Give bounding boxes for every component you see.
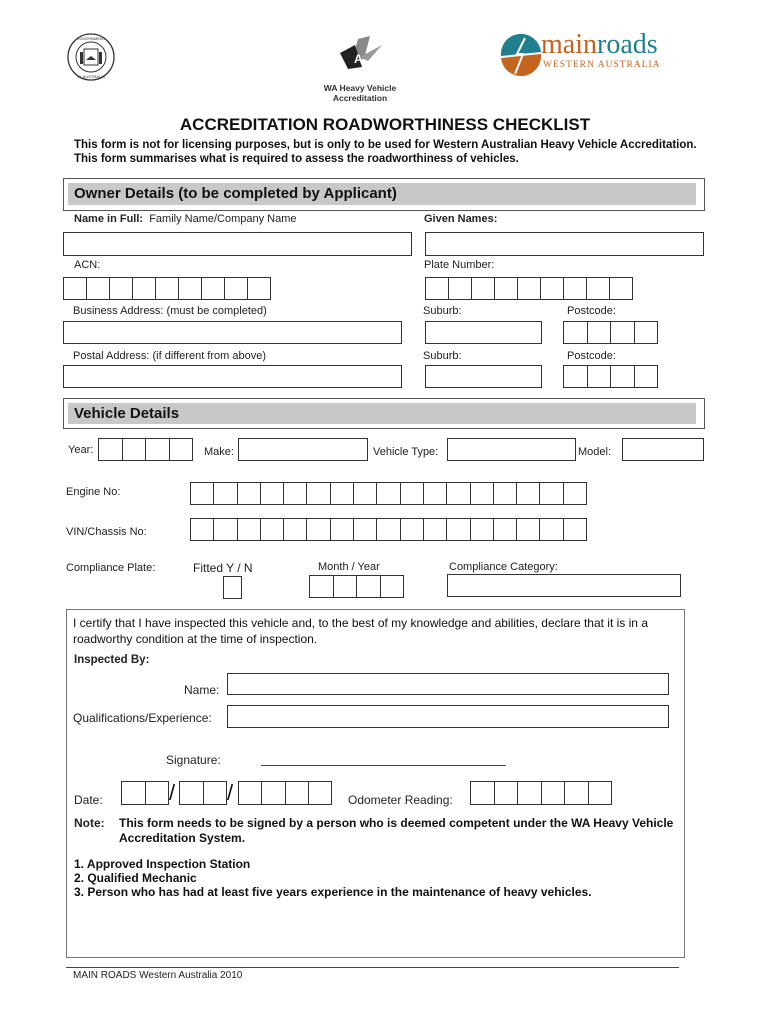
character-cell[interactable] — [611, 365, 635, 388]
compliance-category-field[interactable] — [447, 574, 681, 597]
name-in-full-label — [74, 213, 297, 225]
character-cell[interactable] — [191, 518, 214, 541]
character-cell[interactable] — [377, 518, 400, 541]
vehicle-type-field[interactable] — [447, 438, 576, 461]
fitted-label: Fitted Y / N — [193, 561, 253, 575]
footer-divider — [66, 967, 679, 968]
character-cell[interactable] — [156, 277, 179, 300]
odometer-label: Odometer Reading: — [348, 793, 453, 807]
character-cell[interactable] — [518, 781, 542, 805]
given-names-field[interactable] — [425, 232, 704, 256]
character-cell[interactable] — [133, 277, 156, 300]
wa-heavy-vehicle-logo — [310, 33, 410, 103]
postal-postcode-cells[interactable] — [563, 365, 658, 388]
footer-text: MAIN ROADS Western Australia 2010 — [73, 970, 243, 981]
name-in-full-bold: Name in Full: — [74, 213, 144, 225]
business-postcode-label: Postcode: — [567, 305, 616, 317]
engine-no-cells[interactable] — [190, 482, 587, 505]
date-separator-2: / — [227, 780, 234, 805]
character-cell[interactable] — [540, 518, 563, 541]
date-label: Date: — [74, 793, 103, 807]
character-cell[interactable] — [565, 781, 589, 805]
compliance-plate-label: Compliance Plate: — [66, 562, 156, 574]
character-cell[interactable] — [239, 781, 262, 805]
date-day-cells[interactable] — [121, 781, 169, 805]
postal-suburb-field[interactable] — [425, 365, 542, 388]
name-in-full-hint: Family Name/Company Name — [149, 213, 297, 225]
month-year-label: Month / Year — [318, 561, 380, 573]
character-cell[interactable] — [214, 518, 237, 541]
business-suburb-field[interactable] — [425, 321, 542, 344]
business-postcode-cells[interactable] — [563, 321, 658, 344]
svg-text:GOVERNMENT: GOVERNMENT — [76, 36, 106, 41]
character-cell[interactable] — [471, 518, 494, 541]
certification-statement: I certify that I have inspected this vehicle and, to the best of my knowledge and abilities, declare that it is in a roadworthy condition at the time of inspection. — [73, 616, 648, 646]
wa-heavy-vehicle-caption-1: WA Heavy Vehicle — [323, 83, 397, 93]
character-cell[interactable] — [564, 482, 587, 505]
character-cell[interactable] — [334, 575, 358, 598]
character-cell[interactable] — [589, 781, 613, 805]
character-cell[interactable] — [471, 482, 494, 505]
character-cell[interactable] — [471, 781, 495, 805]
postal-address-field[interactable] — [63, 365, 402, 388]
character-cell[interactable] — [588, 321, 612, 344]
mainroads-word-main: main — [541, 29, 597, 60]
postal-address-label: Postal Address: (if different from above) — [73, 350, 266, 362]
character-cell[interactable] — [540, 482, 563, 505]
competent-persons-list — [74, 857, 592, 899]
vehicle-section-title: Vehicle Details — [68, 403, 696, 424]
inspector-name-field[interactable] — [227, 673, 669, 695]
character-cell[interactable] — [238, 482, 261, 505]
character-cell[interactable] — [495, 781, 519, 805]
character-cell[interactable] — [64, 277, 87, 300]
wa-heavy-vehicle-caption-2: Accreditation — [332, 93, 388, 103]
character-cell[interactable] — [170, 438, 194, 461]
character-cell[interactable] — [381, 575, 405, 598]
owner-section-title: Owner Details (to be completed by Applicant) — [68, 183, 696, 205]
mainroads-word-roads: roads — [597, 29, 658, 60]
character-cell[interactable] — [262, 781, 285, 805]
character-cell[interactable] — [518, 277, 541, 300]
crest-icon — [66, 32, 116, 82]
plate-number-cells[interactable] — [425, 277, 633, 300]
character-cell[interactable] — [472, 277, 495, 300]
qualifications-label: Qualifications/Experience: — [73, 711, 212, 725]
character-cell[interactable] — [87, 277, 110, 300]
inspector-name-label: Name: — [184, 683, 220, 697]
character-cell[interactable] — [202, 277, 225, 300]
character-cell[interactable] — [284, 482, 307, 505]
signature-line[interactable] — [261, 765, 506, 766]
character-cell[interactable] — [588, 365, 612, 388]
character-cell[interactable] — [307, 518, 330, 541]
date-month-cells[interactable] — [179, 781, 227, 805]
family-name-field[interactable] — [63, 232, 412, 256]
acn-label: ACN: — [74, 259, 101, 271]
character-cell[interactable] — [331, 482, 354, 505]
inspected-by-label: Inspected By: — [74, 654, 150, 666]
character-cell[interactable] — [204, 781, 228, 805]
character-cell[interactable] — [377, 482, 400, 505]
postal-postcode-label: Postcode: — [567, 350, 616, 362]
intro-text: This form is not for licensing purposes, but is only to be used for Western Australian Heavy Vehicle Accreditation. This form summarises what is required to assess the roadworthiness of vehicles. — [74, 139, 697, 165]
character-cell[interactable] — [354, 518, 377, 541]
character-cell[interactable] — [180, 781, 204, 805]
business-address-field[interactable] — [63, 321, 402, 344]
character-cell[interactable] — [542, 781, 566, 805]
character-cell[interactable] — [447, 482, 470, 505]
government-crest-logo — [66, 32, 116, 82]
character-cell[interactable] — [354, 482, 377, 505]
character-cell[interactable] — [426, 277, 449, 300]
svg-text:W. AUSTRALIA: W. AUSTRALIA — [77, 74, 105, 79]
character-cell[interactable] — [564, 365, 588, 388]
character-cell[interactable] — [564, 321, 588, 344]
character-cell[interactable] — [610, 277, 633, 300]
character-cell[interactable] — [146, 438, 170, 461]
postal-suburb-label: Suburb: — [423, 350, 462, 362]
character-cell[interactable] — [449, 277, 472, 300]
character-cell[interactable] — [517, 482, 540, 505]
signature-label: Signature: — [166, 753, 221, 767]
character-cell[interactable] — [123, 438, 147, 461]
character-cell[interactable] — [225, 277, 248, 300]
mainroads-emblem-icon — [497, 32, 545, 80]
odometer-cells[interactable] — [470, 781, 612, 805]
qualifications-field[interactable] — [227, 705, 669, 728]
page-title: ACCREDITATION ROADWORTHINESS CHECKLIST — [179, 115, 591, 134]
compliance-category-label: Compliance Category: — [449, 561, 558, 573]
character-cell[interactable] — [401, 518, 424, 541]
character-cell[interactable] — [447, 518, 470, 541]
vin-cells[interactable] — [190, 518, 587, 541]
character-cell[interactable] — [611, 321, 635, 344]
character-cell[interactable] — [587, 277, 610, 300]
make-label: Make: — [204, 446, 234, 458]
character-cell[interactable] — [494, 482, 517, 505]
character-cell[interactable] — [284, 518, 307, 541]
character-cell[interactable] — [541, 277, 564, 300]
character-cell[interactable] — [286, 781, 309, 805]
character-cell[interactable] — [261, 518, 284, 541]
character-cell[interactable] — [635, 321, 659, 344]
engine-no-label: Engine No: — [66, 486, 121, 498]
year-cells[interactable] — [98, 438, 193, 461]
character-cell[interactable] — [424, 518, 447, 541]
note-label: Note: — [74, 816, 105, 830]
vehicle-type-label: Vehicle Type: — [373, 446, 439, 458]
character-cell[interactable] — [494, 518, 517, 541]
character-cell[interactable] — [401, 482, 424, 505]
character-cell[interactable] — [99, 438, 123, 461]
character-cell[interactable] — [179, 277, 202, 300]
character-cell[interactable] — [214, 482, 237, 505]
character-cell[interactable] — [238, 518, 261, 541]
character-cell[interactable] — [424, 482, 447, 505]
svg-text:A: A — [354, 52, 363, 66]
character-cell[interactable] — [248, 277, 271, 300]
mainroads-subtitle: WESTERN AUSTRALIA — [543, 60, 661, 70]
business-address-label: Business Address: (must be completed) — [73, 305, 267, 317]
list-item: 2. Qualified Mechanic — [74, 871, 197, 885]
character-cell[interactable] — [110, 277, 133, 300]
character-cell[interactable] — [564, 277, 587, 300]
character-cell[interactable] — [564, 518, 587, 541]
fitted-yn-field[interactable] — [223, 576, 242, 599]
character-cell[interactable] — [331, 518, 354, 541]
model-label: Model: — [578, 446, 612, 458]
character-cell[interactable] — [146, 781, 170, 805]
vin-label: VIN/Chassis No: — [66, 526, 147, 538]
given-names-label: Given Names: — [424, 213, 498, 225]
character-cell[interactable] — [495, 277, 518, 300]
acn-cells[interactable] — [63, 277, 271, 300]
character-cell[interactable] — [191, 482, 214, 505]
plate-number-label: Plate Number: — [424, 259, 495, 271]
date-year-cells[interactable] — [238, 781, 332, 805]
character-cell[interactable] — [517, 518, 540, 541]
character-cell[interactable] — [122, 781, 146, 805]
character-cell[interactable] — [635, 365, 659, 388]
character-cell[interactable] — [307, 482, 330, 505]
character-cell[interactable] — [309, 781, 332, 805]
business-suburb-label: Suburb: — [423, 305, 462, 317]
character-cell[interactable] — [310, 575, 334, 598]
model-field[interactable] — [622, 438, 704, 461]
make-field[interactable] — [238, 438, 368, 461]
heavy-vehicle-a-icon — [310, 33, 410, 73]
list-item: 3. Person who has had at least five years experience in the maintenance of heavy vehicles. — [74, 885, 592, 899]
note-text: This form needs to be signed by a person who is deemed competent under the WA Heavy Vehicle Accreditation System. — [119, 816, 674, 845]
month-year-cells[interactable] — [309, 575, 404, 598]
character-cell[interactable] — [261, 482, 284, 505]
date-separator-1: / — [169, 780, 176, 805]
character-cell[interactable] — [357, 575, 381, 598]
year-label: Year: — [68, 444, 94, 456]
list-item: 1. Approved Inspection Station — [74, 857, 251, 871]
mainroads-logo — [497, 29, 687, 82]
